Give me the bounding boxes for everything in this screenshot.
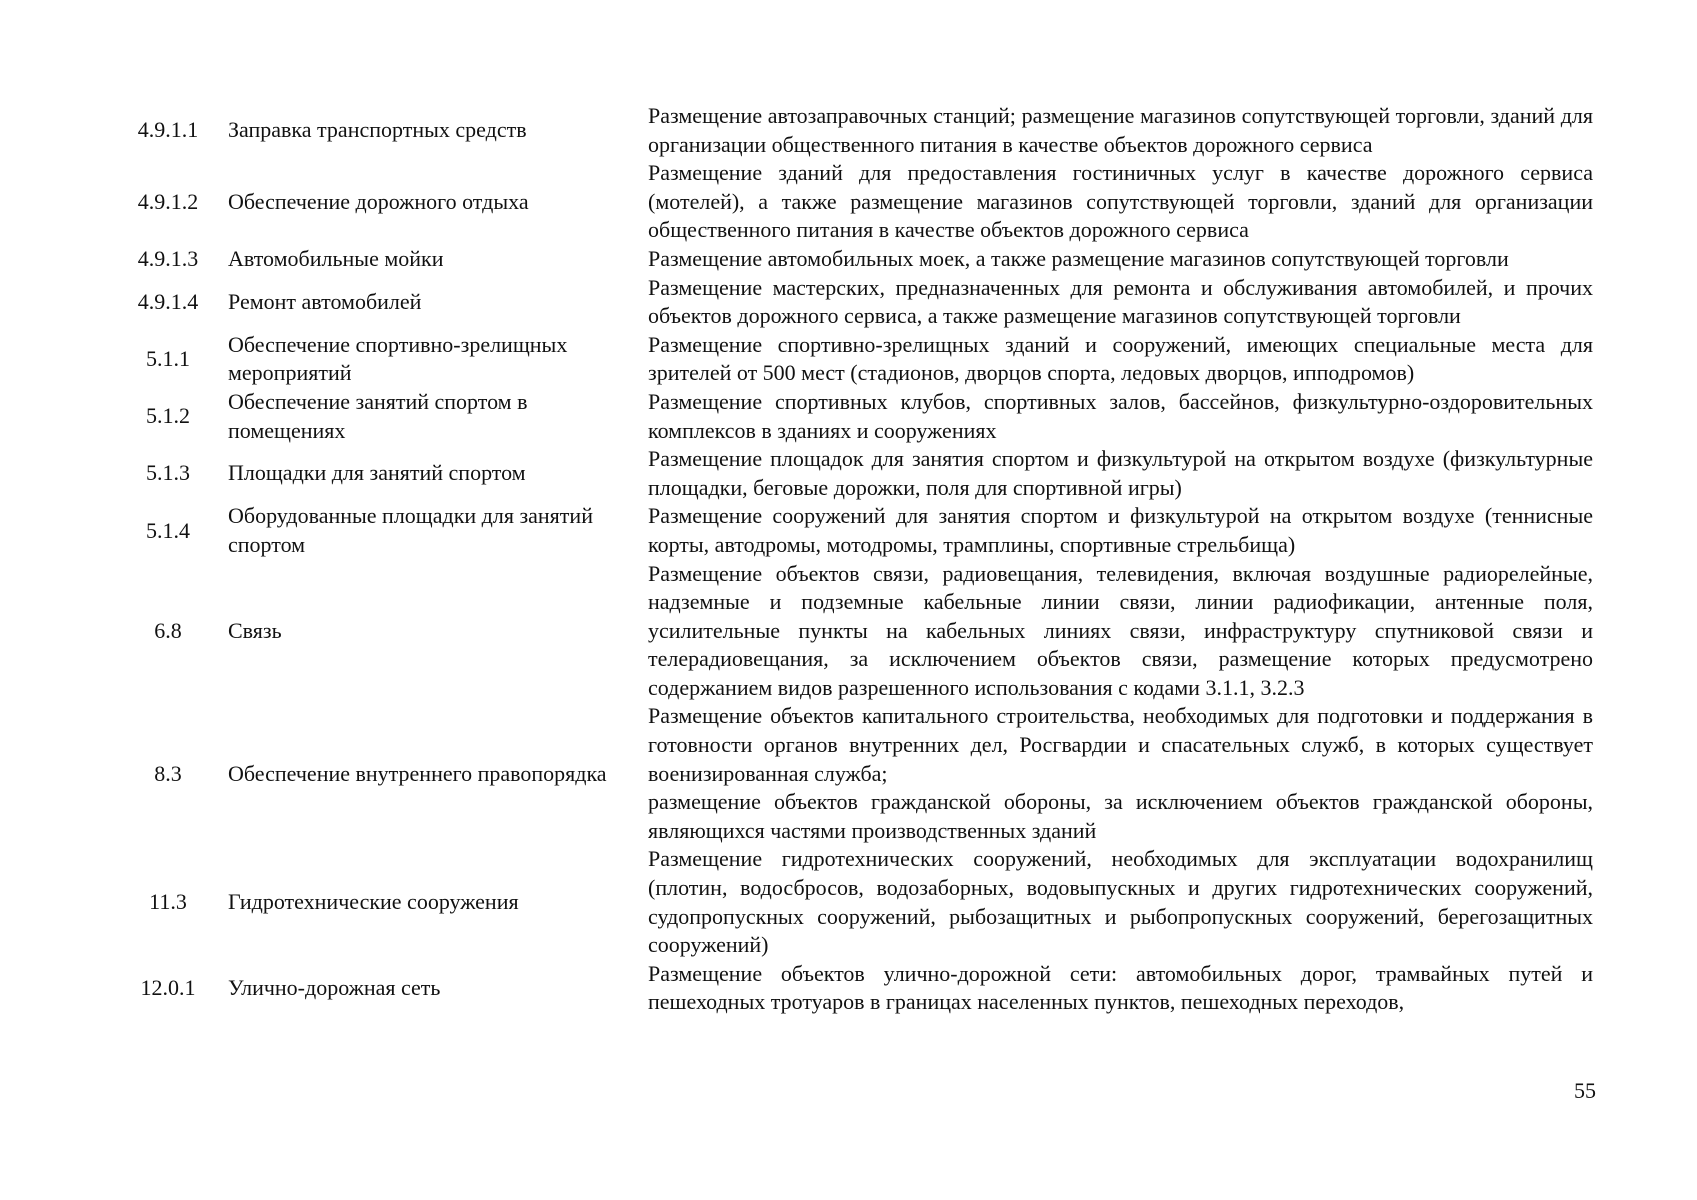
table-row bbox=[118, 388, 1593, 445]
use-description bbox=[648, 102, 1593, 159]
description-paragraph: размещение объектов гражданской обороны, за исключением объектов гражданской обороны, являющихся частями производственных зданий bbox=[648, 789, 1593, 843]
use-code: 5.1.4 bbox=[146, 517, 190, 543]
use-description bbox=[648, 845, 1593, 959]
use-code: 4.9.1.2 bbox=[137, 188, 199, 214]
use-description bbox=[648, 159, 1593, 245]
use-description bbox=[648, 245, 1593, 274]
description-paragraph: Размещение объектов связи, радиовещания, телевидения, включая воздушные радиорелейные, надземные и подземные кабельные линии связи, линии радиофикации, антенные поля, усилительные пункты на кабельных линиях связи, инфраструктуру спутниковой связи и телерадиовещания, за исключением объектов связи, размещение которых предусмотрено содержанием видов разрешенного использования с кодами 3.1.1, 3.2.3 bbox=[648, 560, 1593, 700]
use-name: Улично-дорожная сеть bbox=[228, 975, 441, 1001]
table-row bbox=[118, 502, 1593, 559]
use-name: Гидротехнические сооружения bbox=[228, 889, 519, 915]
description-paragraph: Размещение зданий для предоставления гостиничных услуг в качестве дорожного сервиса (мотелей), а также размещение магазинов сопутствующей торговли, зданий для организации общественного питания в качестве объектов дорожного сервиса bbox=[648, 160, 1593, 243]
use-code: 11.3 bbox=[149, 889, 187, 915]
use-description bbox=[648, 331, 1593, 388]
use-name: Автомобильные мойки bbox=[228, 245, 444, 271]
use-code: 5.1.3 bbox=[146, 460, 190, 486]
page-number: 55 bbox=[1574, 1078, 1596, 1103]
table-row bbox=[118, 274, 1593, 331]
description-paragraph: Размещение площадок для занятия спортом и физкультурой на открытом воздухе (физкультурные площадки, беговые дорожки, поля для спортивной игры) bbox=[648, 446, 1593, 500]
table-row bbox=[118, 102, 1593, 159]
table-row bbox=[118, 845, 1593, 959]
description-paragraph: Размещение автомобильных моек, а также размещение магазинов сопутствующей торговли bbox=[648, 245, 1509, 271]
use-code: 4.9.1.3 bbox=[137, 245, 199, 271]
use-description bbox=[648, 960, 1593, 1017]
use-name: Оборудованные площадки для занятий спортом bbox=[228, 503, 593, 557]
use-description bbox=[648, 502, 1593, 559]
use-code: 5.1.2 bbox=[146, 403, 190, 429]
use-name: Обеспечение спортивно-зрелищных мероприятий bbox=[228, 331, 568, 386]
land-use-table bbox=[118, 102, 1593, 1017]
use-code: 6.8 bbox=[154, 617, 182, 643]
table-row bbox=[118, 331, 1593, 388]
use-name: Ремонт автомобилей bbox=[228, 288, 422, 314]
use-name: Обеспечение занятий спортом в помещениях bbox=[228, 388, 528, 443]
description-paragraph: Размещение объектов улично-дорожной сети: автомобильных дорог, трамвайных путей и пешеходных тротуаров в границах населенных пунктов, пешеходных переходов, bbox=[648, 960, 1593, 1015]
description-paragraph: Размещение автозаправочных станций; размещение магазинов сопутствующей торговли, зданий для организации общественного питания в качестве объектов дорожного сервиса bbox=[648, 103, 1593, 157]
description-paragraph: Размещение сооружений для занятия спортом и физкультурой на открытом воздухе (теннисные корты, автодромы, мотодромы, трамплины, спортивные стрельбища) bbox=[648, 503, 1593, 557]
table-row bbox=[118, 560, 1593, 703]
use-code: 4.9.1.1 bbox=[137, 117, 199, 143]
table-row bbox=[118, 702, 1593, 845]
description-paragraph: Размещение гидротехнических сооружений, необходимых для эксплуатации водохранилищ (плотин, водосбросов, водозаборных, водовыпускных и других гидротехнических сооружений, судопропускных сооружений, рыбозащитных и рыбопропускных сооружений, берегозащитных сооружений) bbox=[648, 846, 1593, 958]
use-description bbox=[648, 274, 1593, 331]
description-paragraph: Размещение спортивно-зрелищных зданий и сооружений, имеющих специальные места для зрителей от 500 мест (стадионов, дворцов спорта, ледовых дворцов, ипподромов) bbox=[648, 331, 1593, 386]
description-paragraph: Размещение спортивных клубов, спортивных залов, бассейнов, физкультурно-оздоровительных комплексов в зданиях и сооружениях bbox=[648, 388, 1593, 443]
use-name: Заправка транспортных средств bbox=[228, 117, 527, 143]
use-code: 12.0.1 bbox=[140, 975, 196, 1001]
use-description bbox=[648, 388, 1593, 445]
use-name: Обеспечение внутреннего правопорядка bbox=[228, 760, 607, 786]
use-code: 4.9.1.4 bbox=[137, 288, 199, 314]
use-description bbox=[648, 560, 1593, 703]
use-name: Площадки для занятий спортом bbox=[228, 460, 526, 486]
description-paragraph: Размещение мастерских, предназначенных для ремонта и обслуживания автомобилей, и прочих объектов дорожного сервиса, а также размещение магазинов сопутствующей торговли bbox=[648, 274, 1593, 329]
use-description bbox=[648, 702, 1593, 845]
use-name: Связь bbox=[228, 617, 282, 643]
table-row bbox=[118, 445, 1593, 502]
use-name: Обеспечение дорожного отдыха bbox=[228, 188, 529, 214]
use-code: 5.1.1 bbox=[146, 346, 190, 372]
use-description bbox=[648, 445, 1593, 502]
table-row bbox=[118, 245, 1593, 274]
table-row bbox=[118, 960, 1593, 1017]
description-paragraph: Размещение объектов капитального строительства, необходимых для подготовки и поддержания в готовности органов внутренних дел, Росгвардии и спасательных служб, в которых существует военизированная служба; bbox=[648, 703, 1593, 786]
table-row bbox=[118, 159, 1593, 245]
table-body bbox=[118, 102, 1593, 1017]
use-code: 8.3 bbox=[154, 760, 182, 786]
